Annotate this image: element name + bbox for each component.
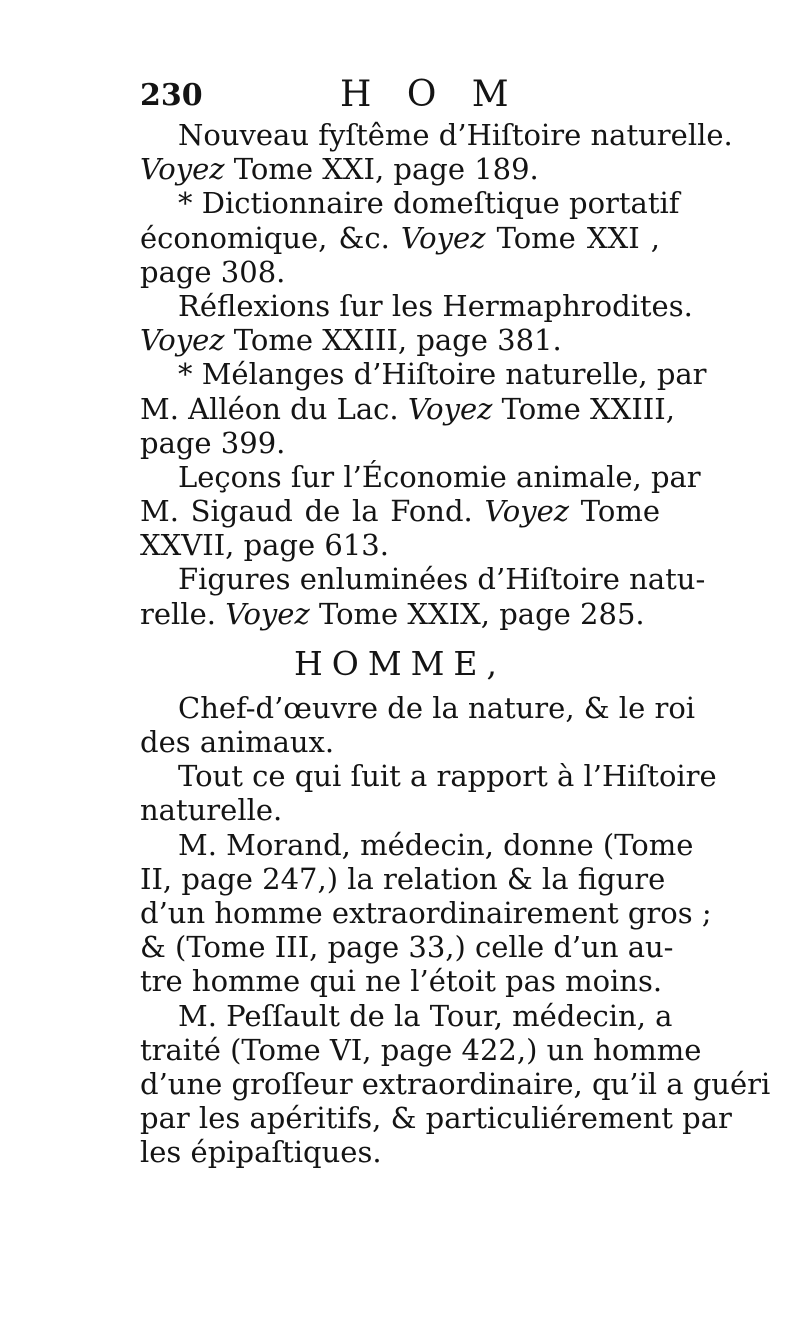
text-line: d’une groſſeur extraordinaire, qu’il a guéri <box>140 1066 771 1101</box>
running-head: H O M <box>340 74 521 115</box>
text-line: relle. Voyez Tome XXIX, page 285. <box>140 596 645 631</box>
text-line: XXVII, page 613. <box>140 528 389 563</box>
text-line: tre homme qui ne l’étoit pas moins. <box>140 964 663 999</box>
text-line: II, page 247,) la relation & la figure <box>140 861 666 896</box>
text-line: page 308. <box>140 254 286 289</box>
text-line: traité (Tome VI, page 422,) un homme <box>140 1032 702 1067</box>
text-line: M. Peſſault de la Tour, médecin, a <box>178 998 673 1033</box>
text-line: économique, &c. Voyez Tome XXI , <box>140 220 660 255</box>
text-line: & (Tome III, page 33,) celle d’un au- <box>140 930 674 965</box>
text-line: Voyez Tome XXI, page 189. <box>140 152 539 187</box>
section-heading: HOMME, <box>294 643 506 683</box>
text-line: page 399. <box>140 425 286 460</box>
text-line: naturelle. <box>140 793 283 828</box>
text-line: d’un homme extraordinairement gros ; <box>140 895 712 930</box>
text-body <box>140 118 771 1170</box>
text-line: Leçons ſur l’Économie animale, par <box>178 459 701 494</box>
text-line: * Mélanges d’Hiſtoire naturelle, par <box>178 357 707 392</box>
text-line: Figures enluminées d’Hiſtoire natu- <box>178 562 706 597</box>
page-header <box>140 74 660 124</box>
text-line: par les apéritifs, & particuliérement par <box>140 1101 732 1136</box>
text-line: M. Sigaud de la Fond. Voyez Tome <box>140 494 660 529</box>
text-line: des animaux. <box>140 725 335 759</box>
text-line: Voyez Tome XXIII, page 381. <box>140 323 562 358</box>
text-line: M. Alléon du Lac. Voyez Tome XXIII, <box>140 391 675 426</box>
text-line: les épipaſtiques. <box>140 1135 382 1170</box>
text-line: M. Morand, médecin, donne (Tome <box>178 827 694 862</box>
text-line: * Dictionnaire domeſtique portatif <box>178 186 680 221</box>
text-line: Chef-d’œuvre de la nature, & le roi <box>178 690 696 725</box>
page-number: 230 <box>140 78 203 113</box>
text-line: Nouveau fyſtême d’Hiſtoire naturelle. <box>178 118 733 152</box>
text-line: Réflexions ſur les Hermaphrodites. <box>178 288 693 323</box>
text-line: Tout ce qui ſuit a rapport à l’Hiſtoire <box>178 759 717 794</box>
